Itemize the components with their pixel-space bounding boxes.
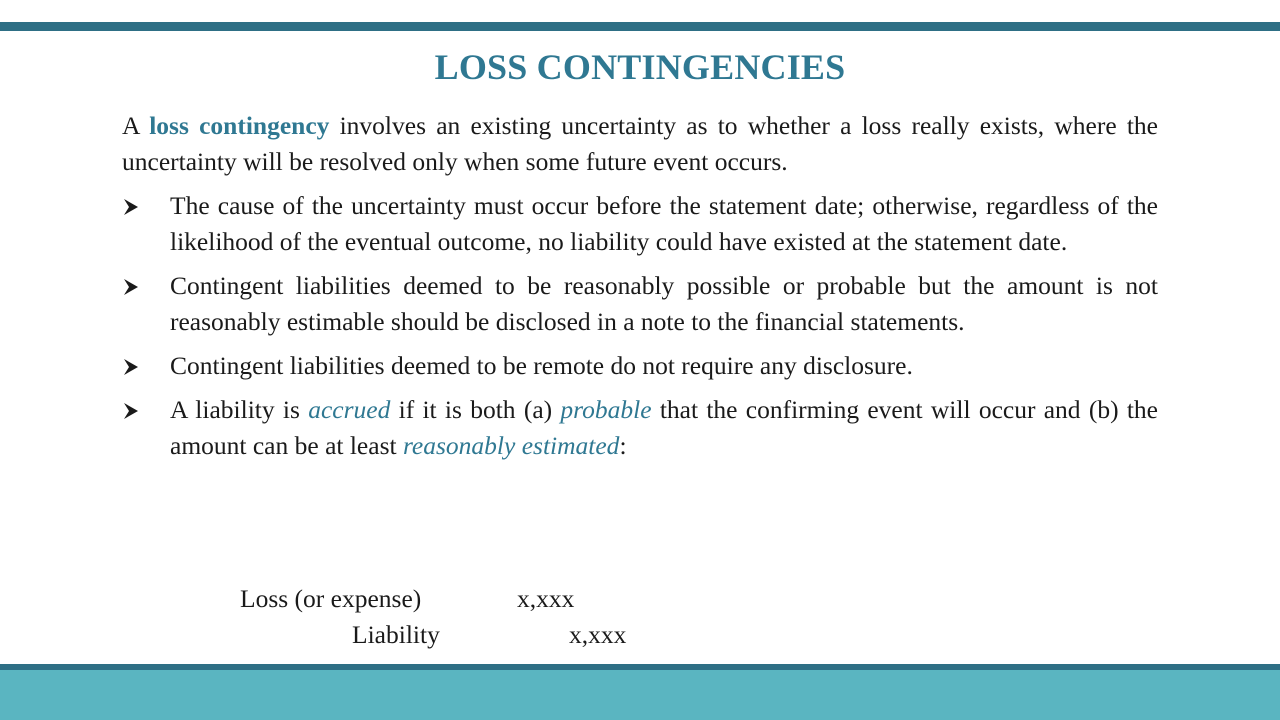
bullet-text-1: The cause of the uncertainty must occur before the statement date; otherwise, regardless of the likelihood of the eventual outcome, no liability could have existed at the statement date.	[170, 191, 1158, 256]
intro-text-after: involves an existing uncertainty as to whether a loss really exists, where the uncertainty will be resolved only when some future event occurs.	[122, 111, 1158, 176]
bullet-text-4	[170, 395, 1158, 460]
bottom-footer-band	[0, 670, 1280, 720]
journal-credit-amount: x,xxx	[569, 620, 627, 649]
bullet-item-2	[122, 268, 1158, 340]
intro-text-before: A	[122, 111, 150, 140]
bullet-text-3: Contingent liabilities deemed to be remote do not require any disclosure.	[170, 351, 913, 380]
arrowhead-bullet-icon	[122, 402, 140, 420]
intro-paragraph	[122, 108, 1158, 180]
bullet4-part-4: :	[619, 431, 627, 460]
bullet-item-1	[122, 188, 1158, 260]
bullet4-part-1: A liability is	[170, 395, 309, 424]
arrowhead-bullet-icon	[122, 278, 140, 296]
bullet-item-4	[122, 392, 1158, 464]
slide-body	[122, 108, 1158, 472]
bullet-item-3	[122, 348, 1158, 384]
arrowhead-bullet-icon	[122, 358, 140, 376]
term-probable: probable	[560, 395, 652, 424]
journal-debit-account: Loss (or expense)	[240, 584, 422, 613]
term-reasonably-estimated: reasonably estimated	[402, 431, 620, 460]
bullet4-part-2: if it is both (a)	[390, 395, 561, 424]
term-accrued: accrued	[308, 395, 391, 424]
bullet4-part-3: that the confirming event will occur and (b) the amount can be at least	[170, 395, 1158, 460]
intro-term: loss contingency	[149, 111, 330, 140]
journal-credit-account: Liability	[352, 620, 440, 649]
slide-title: LOSS CONTINGENCIES	[434, 47, 846, 87]
top-accent-bar	[0, 22, 1280, 31]
journal-debit-amount: x,xxx	[517, 584, 575, 613]
bullet-text-2: Contingent liabilities deemed to be reasonably possible or probable but the amount is not reasonably estimable should be disclosed in a note to the financial statements.	[170, 271, 1158, 336]
arrowhead-bullet-icon	[122, 198, 140, 216]
